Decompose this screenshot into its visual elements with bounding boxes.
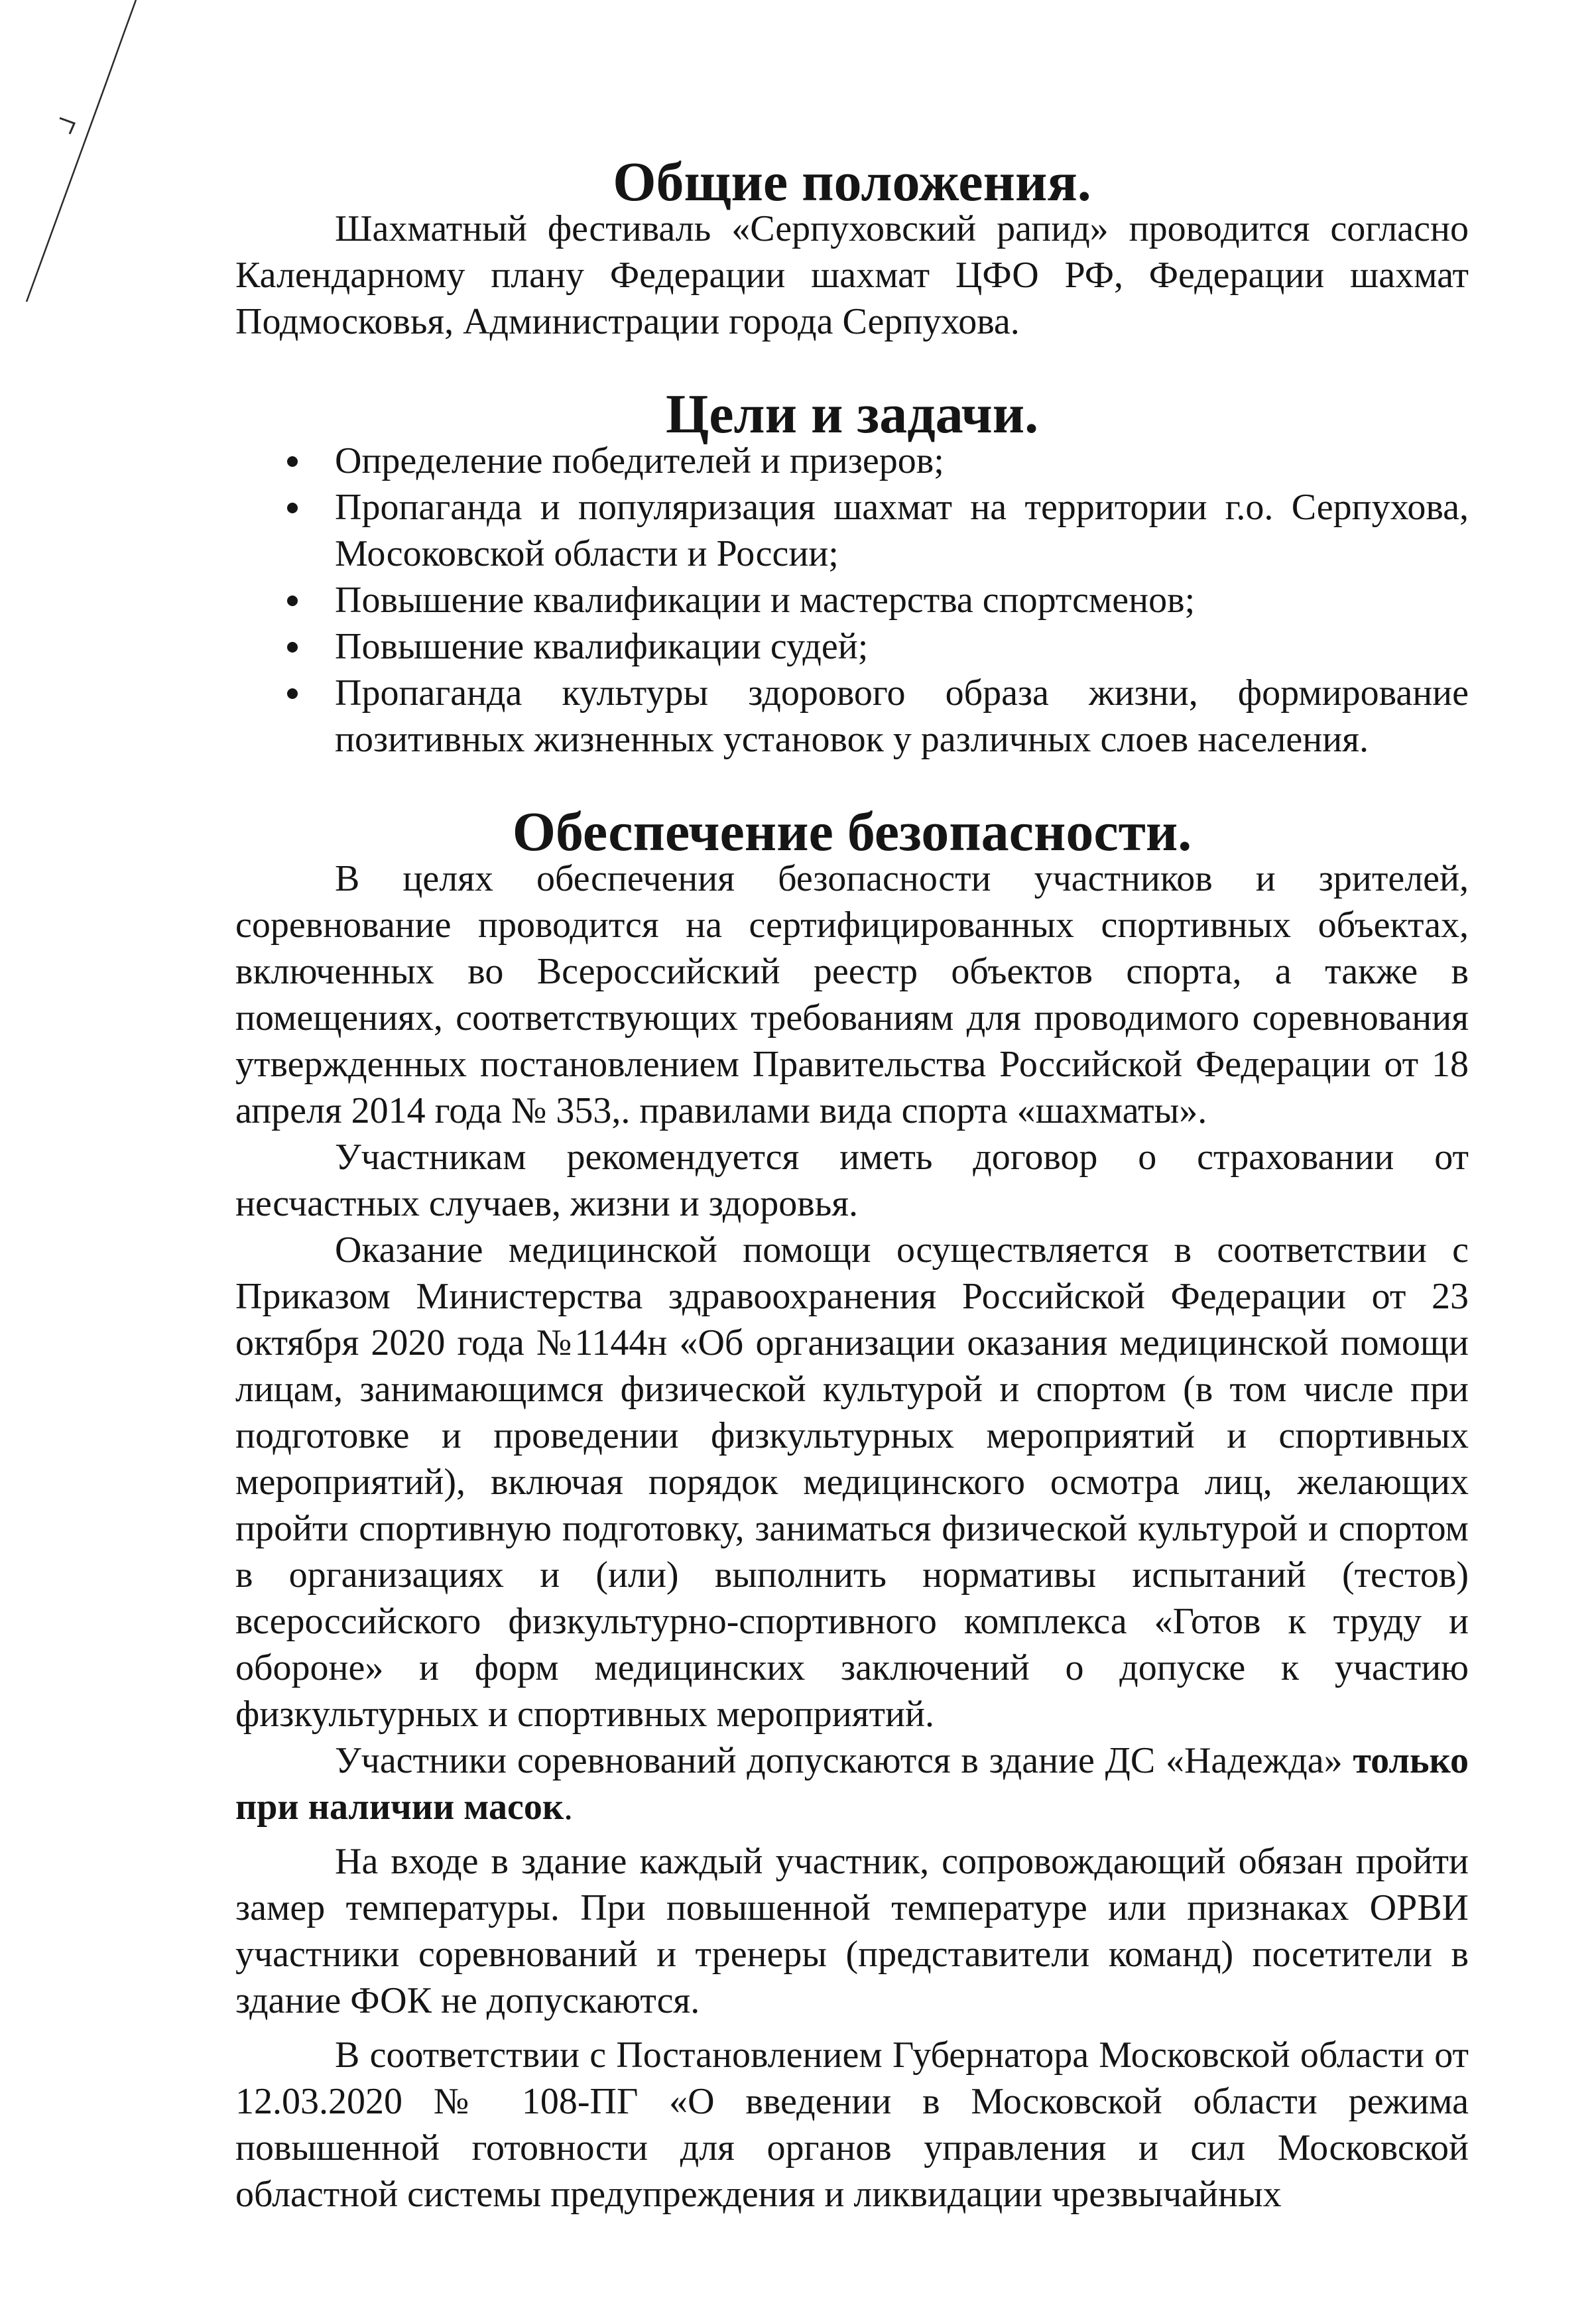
section-title-safety: Обеспечение безопасности. [512,801,1192,863]
document-page [235,151,1469,2218]
bullet-icon [287,456,298,467]
section-title-general: Общие положения. [613,151,1091,213]
list-item: Повышение квалификации и мастерства спортсменов; [235,577,1469,623]
list-item: Пропаганда культуры здорового образа жизни, формирование позитивных жизненных установок у различных слоев населения. [235,670,1469,763]
list-item: Определение победителей и призеров; [235,438,1469,484]
safety-paragraph-1: В целях обеспечения безопасности участников и зрителей, соревнование проводится на сертифицированных спортивных объектах, включенных во Всероссийский реестр объектов спорта, а также в помещениях, соответствующих требованиям для проводимого соревнования утвержденных постановлением Правительства Российской Федерации от 18 апреля 2014 года № 353,. правилами вида спорта «шахматы». [235,858,1469,1131]
scan-edge-mark [0,0,172,305]
safety-paragraph-4: Участники соревнований допускаются в здание ДС «Надежда» только при наличии масок. [235,1740,1469,1828]
safety-paragraph-3: Оказание медицинской помощи осуществляется в соответствии с Приказом Министерства здравоохранения Российской Федерации от 23 октября 2020 года №1144н «Об организации оказания медицинской помощи лицам, занимающимся физической культурой и спортом (в том числе при подготовке и проведении физкультурных мероприятий и спортивных мероприятий), включая порядок медицинского осмотра лиц, желающих пройти спортивную подготовку, заниматься физической культурой и спортом в организациях и (или) выполнить нормативы испытаний (тестов) всероссийского физкультурно-спортивного комплекса «Готов к труду и обороне» и форм медицинских заключений о допуске к участию физкультурных и спортивных мероприятий. [235,1229,1469,1735]
list-item: Повышение квалификации судей; [235,623,1469,670]
goals-list [235,438,1469,763]
section-title-goals: Цели и задачи. [665,383,1039,445]
bullet-icon [287,688,298,699]
safety-paragraph-2: Участникам рекомендуется иметь договор о страховании от несчастных случаев, жизни и здоровья. [235,1137,1469,1224]
bullet-icon [287,503,298,513]
safety-paragraph-5: На входе в здание каждый участник, сопровождающий обязан пройти замер температуры. При повышенной температуре или признаках ОРВИ участники соревнований и тренеры (представители команд) посетители в здание ФОК не допускаются. [235,1841,1469,2021]
bullet-icon [287,596,298,606]
bullet-icon [287,642,298,653]
general-paragraph: Шахматный фестиваль «Серпуховский рапид» проводится согласно Календарному плану Федерации шахмат ЦФО РФ, Федерации шахмат Подмосковья, Администрации города Серпухова. [235,208,1469,342]
list-item: Пропаганда и популяризация шахмат на территории г.о. Серпухова, Мосоковской области и России; [235,484,1469,577]
masks-requirement: только при наличии масок [235,1740,1469,1828]
safety-paragraph-6: В соответствии с Постановлением Губернатора Московской области от 12.03.2020 № 108-ПГ «О введении в Московской области режима повышенной готовности для органов управления и сил Московской областной системы предупреждения и ликвидации чрезвычайных [235,2035,1469,2215]
